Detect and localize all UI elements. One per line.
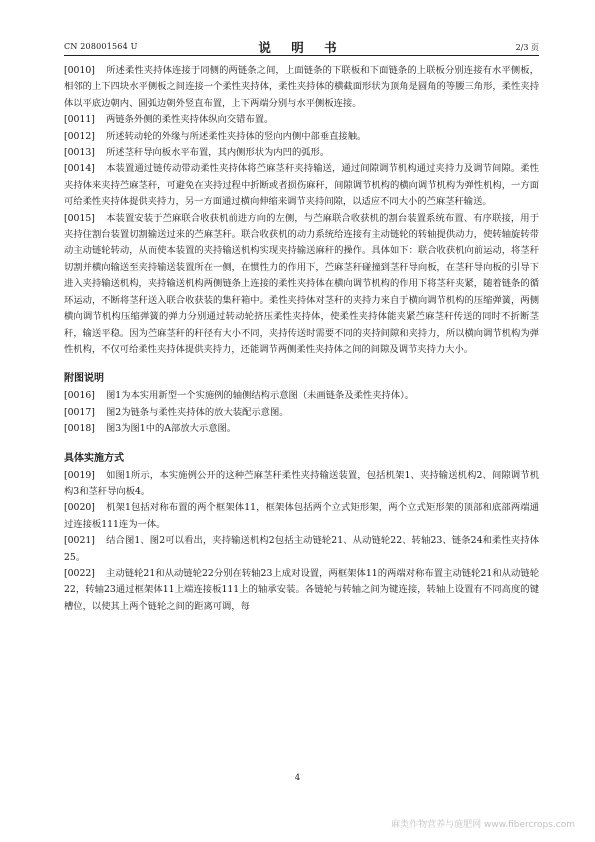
paragraph-text: 结合图1、图2可以看出，夹持输送机构2包括主动链轮21、从动链轮22、转轴23、链条24和柔性夹持体25。: [64, 535, 539, 563]
paragraph: [64, 161, 539, 210]
paragraph: [64, 112, 539, 128]
paragraph-text: 图1为本实用新型一个实施例的轴侧结构示意图（未画链条及柔性夹持体）。: [106, 390, 415, 402]
paragraph-text: 如图1所示，本实施例公开的这种苎麻茎秆柔性夹持输送装置，包括机架1、夹持输送机构2、间隙调节机构3和茎秆导向板4。: [64, 469, 539, 497]
paragraph-text: 所述茎秆导向板水平布置，其内侧形状为内凹的弧形。: [106, 147, 330, 159]
paragraph-number: [0011]: [64, 114, 95, 126]
paragraph-group-summary: [64, 63, 539, 358]
document-title: 说 明 书: [258, 40, 345, 55]
paragraph: [64, 405, 539, 421]
paragraph-number: [0014]: [64, 163, 95, 175]
watermark: 麻类作物营养与施肥网 www.fibercrops.com: [391, 820, 575, 830]
paragraph-number: [0016]: [64, 390, 95, 402]
paragraph-text: 图3为图1中的A部放大示意图。: [106, 423, 237, 435]
paragraph-number: [0012]: [64, 130, 95, 142]
paragraph-text: 主动链轮21和从动链轮22分别在转轴23上成对设置，两框架体11的两端对称布置主动链轮21和从动链轮22，转轴23通过框架体11上端连接板111上的轴承安装。各链轮与转轴之间为键连接，转轴上设置有不同高度的键槽位，以使其上两个链轮之间的距离可调，每: [64, 567, 539, 612]
paragraph: [64, 388, 539, 404]
paragraph-number: [0017]: [64, 406, 95, 418]
paragraph-text: 图2为链条与柔性夹持体的放大装配示意图。: [106, 406, 289, 418]
paragraph-text: 所述转动轮的外缘与所述柔性夹持体的竖向内侧中部垂直接触。: [106, 130, 367, 142]
paragraph-number: [0019]: [64, 469, 95, 481]
paragraph-text: 本装置通过链传动带动柔性夹持体将苎麻茎秆夹持输送，通过间隙调节机构通过夹持力及调节间隙。柔性夹持体来夹持苎麻茎秆，可避免在夹持过程中折断或者损伤麻秆，间隙调节机构的横向调节机构为弹性机构，一方面可给柔性夹持体提供夹持力，另一方面通过横向伸缩来调节夹持间隙，以适应不同大小的苎麻茎秆输送。: [64, 163, 539, 208]
paragraph-number: [0021]: [64, 535, 95, 547]
paragraph: [64, 468, 539, 501]
page-header: [64, 38, 539, 54]
paragraph-text: 本装置安装于苎麻联合收获机前进方向的左侧，与苎麻联合收获机的割台装置系统布置、有序联接，用于夹持住割台装置切割输送过来的苎麻茎秆。联合收获机的动力系统给连接有主动链轮的转轴提供动力，使转轴旋转带动主动链轮转动，从而使本装置的夹持输送机构实现夹持输送麻秆的操作。具体如下：联合收获机向前运动，将茎秆切割并横向输送至夹持输送装置所在一侧，在惯性力的作用下，苎麻茎秆碰撞到茎秆导向板，在茎秆导向板的引导下进入夹持输送机构，夹持输送机构两侧链条上连接的柔性夹持体在横向调节机构的作用下将茎秆夹紧，随着链条的循环运动，不断将茎秆送入联合收获装的集秆箱中。柔性夹持体对茎秆的夹持力来自于横向调节机构的压缩弹簧，两侧横向调节机构压缩弹簧的弹力分别通过转动轮挤压柔性夹持体，使柔性夹持体能夹紧苎麻茎秆传送的同时不折断茎秆，输送平稳。因为苎麻茎秆的秆径有大小不同，夹持传送时需要不同的夹持间隙和夹持力，所以横向调节机构为弹性机构，不仅可给柔性夹持体提供夹持力，还能调节两侧柔性夹持体之间的间隙及调节夹持力大小。: [64, 212, 539, 355]
paragraph-group-embodiments: [64, 468, 539, 616]
section-title-embodiments: 具体实施方式: [64, 452, 124, 464]
paragraph: [64, 129, 539, 145]
paragraph-text: 所述柔性夹持体连接于同侧的两链条之间，上面链条的下联板和下面链条的上联板分别连接有水平侧板，相邻的上下四块水平侧板之间连接一个柔性夹持体，柔性夹持体的横截面形状为顶角是圆角的等腰三角形，柔性夹持体以平底边朝内、圆弧边朝外竖直布置，上下两端分别与水平侧板连接。: [64, 65, 539, 109]
page-number: 4: [294, 773, 301, 783]
paragraph-text: 两链条外侧的柔性夹持体纵向交错布置。: [106, 114, 274, 126]
paragraph-number: [0013]: [64, 147, 95, 159]
paragraph: [64, 500, 539, 533]
paragraph-text: 机架1包括对称布置的两个框架体11，框架体包括两个立式矩形架，两个立式矩形架的顶部和底部两端通过连接板111连为一体。: [64, 502, 539, 530]
document-number: CN 208001564 U: [64, 42, 138, 51]
page-of-total: 2/3 页: [515, 43, 539, 52]
paragraph: [64, 145, 539, 161]
paragraph-number: [0018]: [64, 423, 95, 435]
paragraph-group-drawings: [64, 388, 539, 437]
document-body: [64, 63, 539, 615]
paragraph-number: [0015]: [64, 212, 95, 224]
paragraph-number: [0022]: [64, 567, 95, 579]
header-divider: [64, 55, 539, 56]
paragraph: [64, 566, 539, 615]
paragraph-number: [0010]: [64, 65, 95, 76]
paragraph: [64, 211, 539, 359]
paragraph: [64, 533, 539, 566]
paragraph: [64, 421, 539, 437]
paragraph-number: [0020]: [64, 502, 95, 514]
section-title-drawings: 附图说明: [64, 373, 104, 385]
paragraph: [64, 63, 539, 112]
